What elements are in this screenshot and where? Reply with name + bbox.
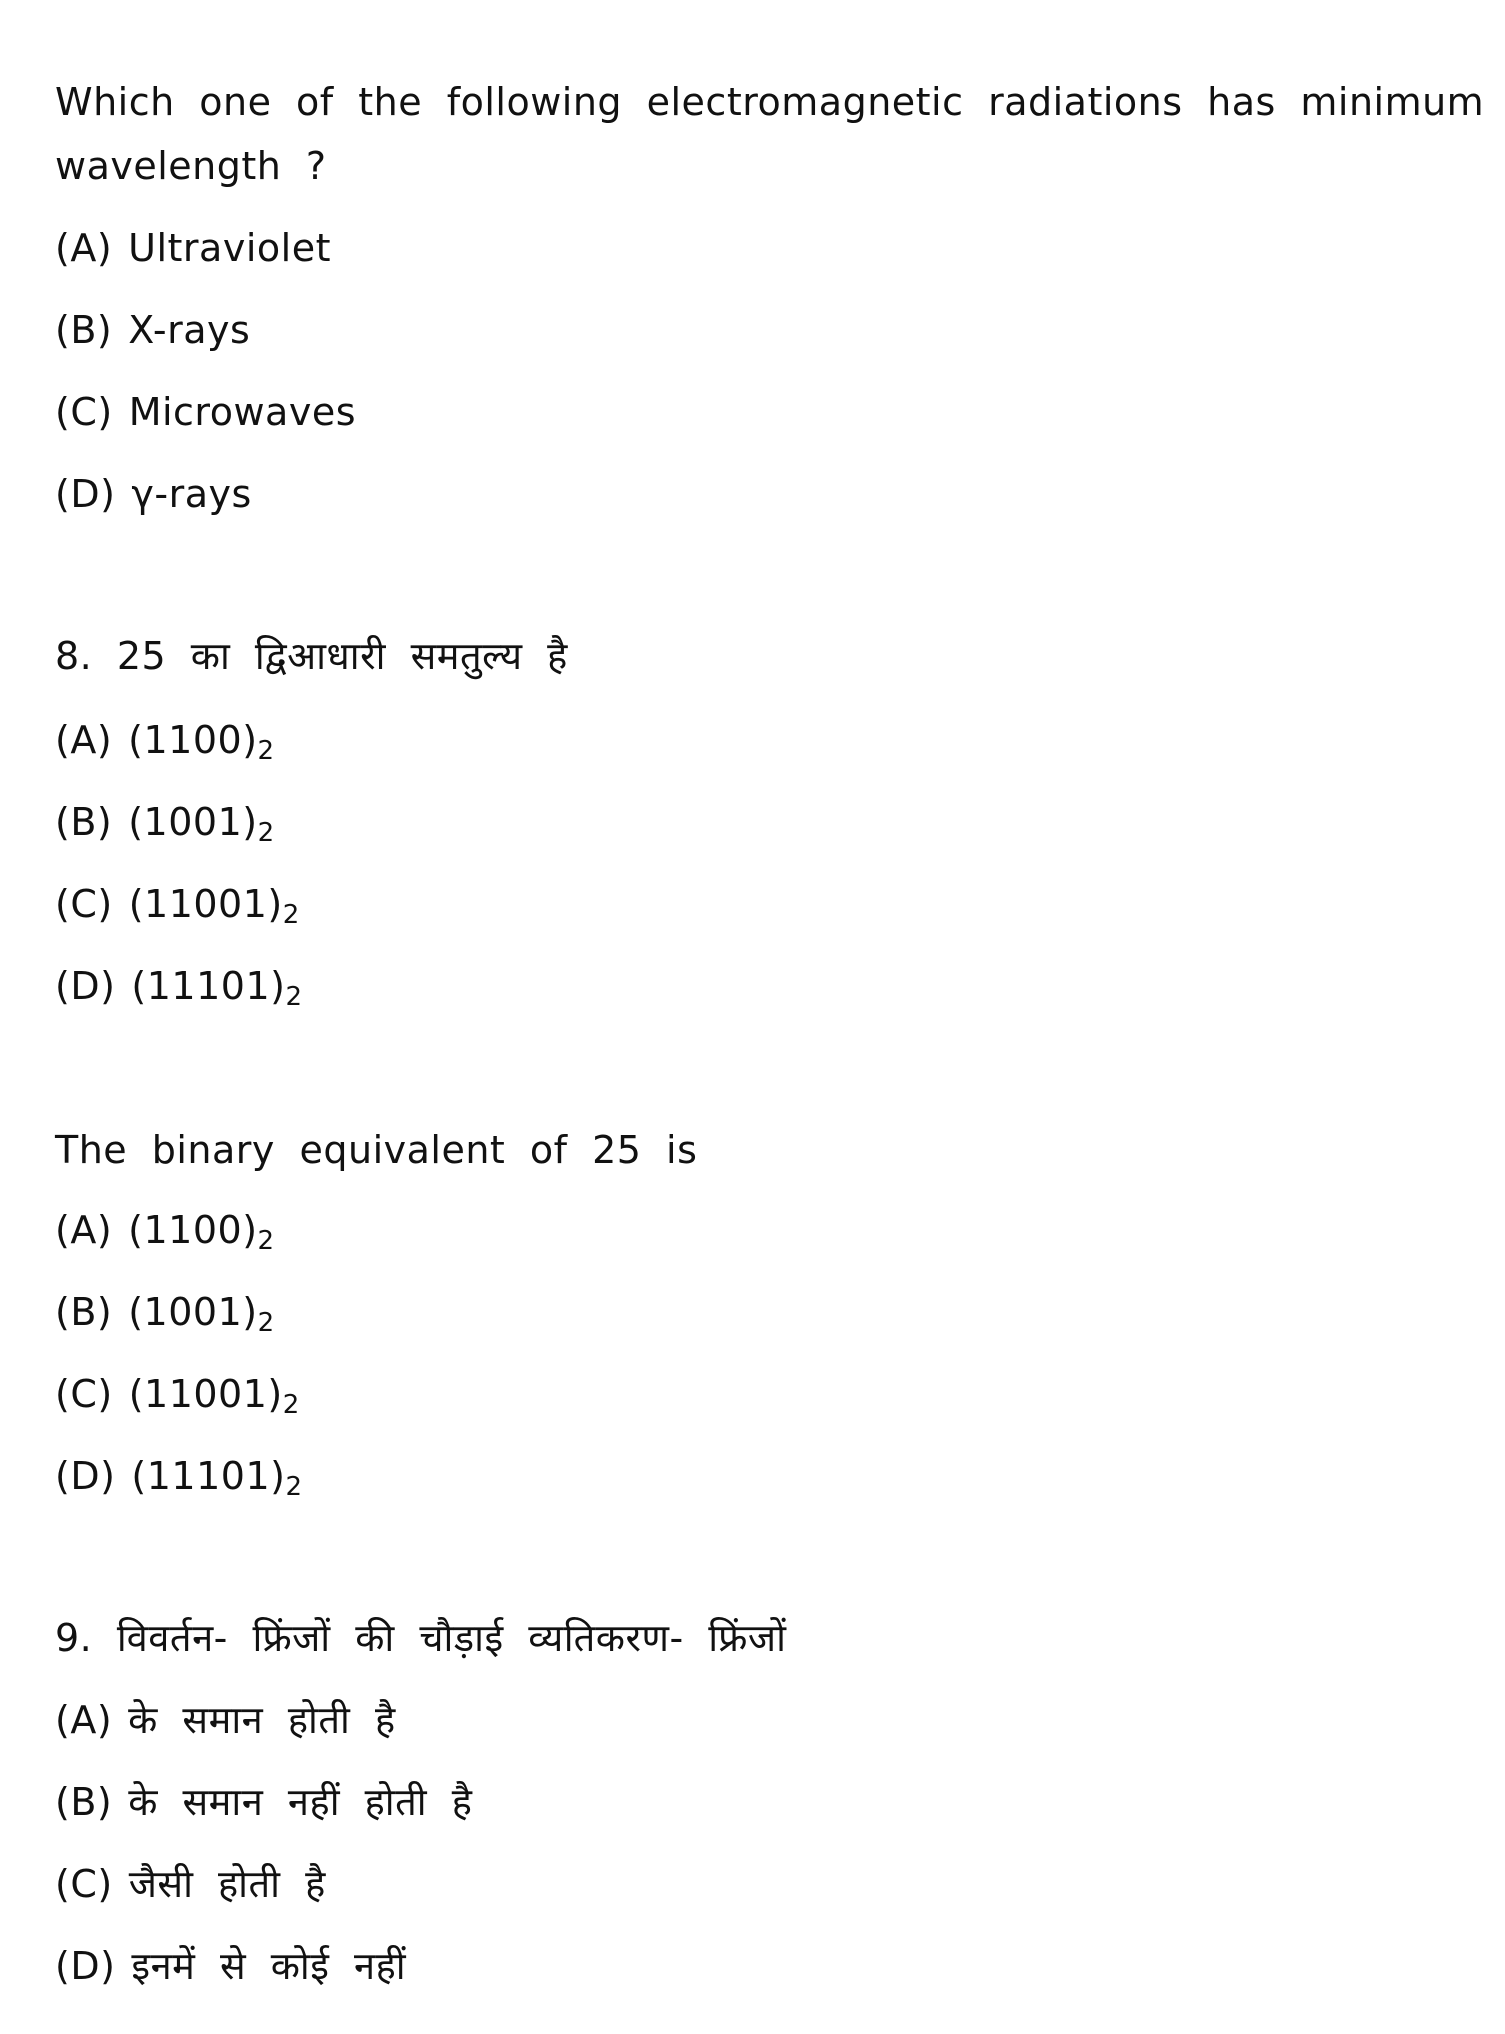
- q8-english-stem: The binary equivalent of 25 is: [55, 1128, 698, 1172]
- option-value: (1100): [128, 718, 258, 762]
- option-text: के समान होती है: [128, 1698, 396, 1742]
- q9-hindi-option-b: [55, 1778, 472, 1826]
- option-label: (D): [55, 472, 116, 516]
- option-label: (C): [55, 882, 113, 926]
- option-label: (D): [55, 1944, 116, 1988]
- option-text: Ultraviolet: [128, 226, 331, 270]
- option-label: (B): [55, 308, 113, 352]
- q8-english-option-d: [55, 1452, 303, 1500]
- q8-english-option-a: [55, 1206, 275, 1254]
- q9-hindi-option-d: [55, 1942, 406, 1990]
- option-text: इनमें से कोई नहीं: [131, 1944, 407, 1988]
- option-text: Microwaves: [128, 390, 356, 434]
- option-value: (1001): [128, 800, 258, 844]
- option-label: (B): [55, 800, 113, 844]
- q9-hindi-stem: 9. विवर्तन- फ्रिंजों की चौड़ाई व्यतिकरण- फ्रिंजों: [55, 1616, 787, 1660]
- q7-stem-line1: Which one of the following electromagnetic radiations has minimum: [55, 80, 1485, 124]
- option-text: X-rays: [128, 308, 251, 352]
- option-label: (A): [55, 226, 113, 270]
- q7-option-b: [55, 306, 250, 354]
- option-subscript: 2: [285, 1472, 303, 1502]
- q8-hindi-option-c: [55, 880, 300, 928]
- option-label: (A): [55, 1698, 113, 1742]
- option-label: (D): [55, 964, 116, 1008]
- q8-hindi-option-b: [55, 798, 275, 846]
- option-value: (11001): [128, 1372, 283, 1416]
- option-label: (C): [55, 390, 113, 434]
- option-label: (A): [55, 718, 113, 762]
- option-label: (A): [55, 1208, 113, 1252]
- q7-option-c: [55, 388, 356, 436]
- q8-hindi-option-a: [55, 716, 275, 764]
- q8-hindi-option-d: [55, 962, 303, 1010]
- q8-english-option-c: [55, 1370, 300, 1418]
- option-label: (C): [55, 1372, 113, 1416]
- option-label: (B): [55, 1780, 113, 1824]
- option-subscript: 2: [282, 1390, 300, 1420]
- option-value: (11001): [128, 882, 283, 926]
- option-label: (D): [55, 1454, 116, 1498]
- option-label: (C): [55, 1862, 113, 1906]
- q7-stem-line2: wavelength ?: [55, 144, 327, 188]
- option-value: (11101): [131, 1454, 286, 1498]
- option-text: γ-rays: [131, 472, 252, 516]
- option-value: (1001): [128, 1290, 258, 1334]
- option-subscript: 2: [257, 1308, 275, 1338]
- option-subscript: 2: [257, 818, 275, 848]
- option-text: के समान नहीं होती है: [128, 1780, 473, 1824]
- q8-hindi-stem: 8. 25 का द्विआधारी समतुल्य है: [55, 634, 568, 678]
- option-subscript: 2: [285, 982, 303, 1012]
- option-subscript: 2: [257, 1226, 275, 1256]
- q7-option-a: [55, 224, 331, 272]
- q7-option-d: [55, 470, 252, 518]
- option-subscript: 2: [257, 736, 275, 766]
- q9-hindi-option-c: [55, 1860, 326, 1908]
- q8-english-option-b: [55, 1288, 275, 1336]
- option-value: (1100): [128, 1208, 258, 1252]
- q9-hindi-option-a: [55, 1696, 396, 1744]
- option-label: (B): [55, 1290, 113, 1334]
- option-value: (11101): [131, 964, 286, 1008]
- option-text: जैसी होती है: [128, 1862, 326, 1906]
- option-subscript: 2: [282, 900, 300, 930]
